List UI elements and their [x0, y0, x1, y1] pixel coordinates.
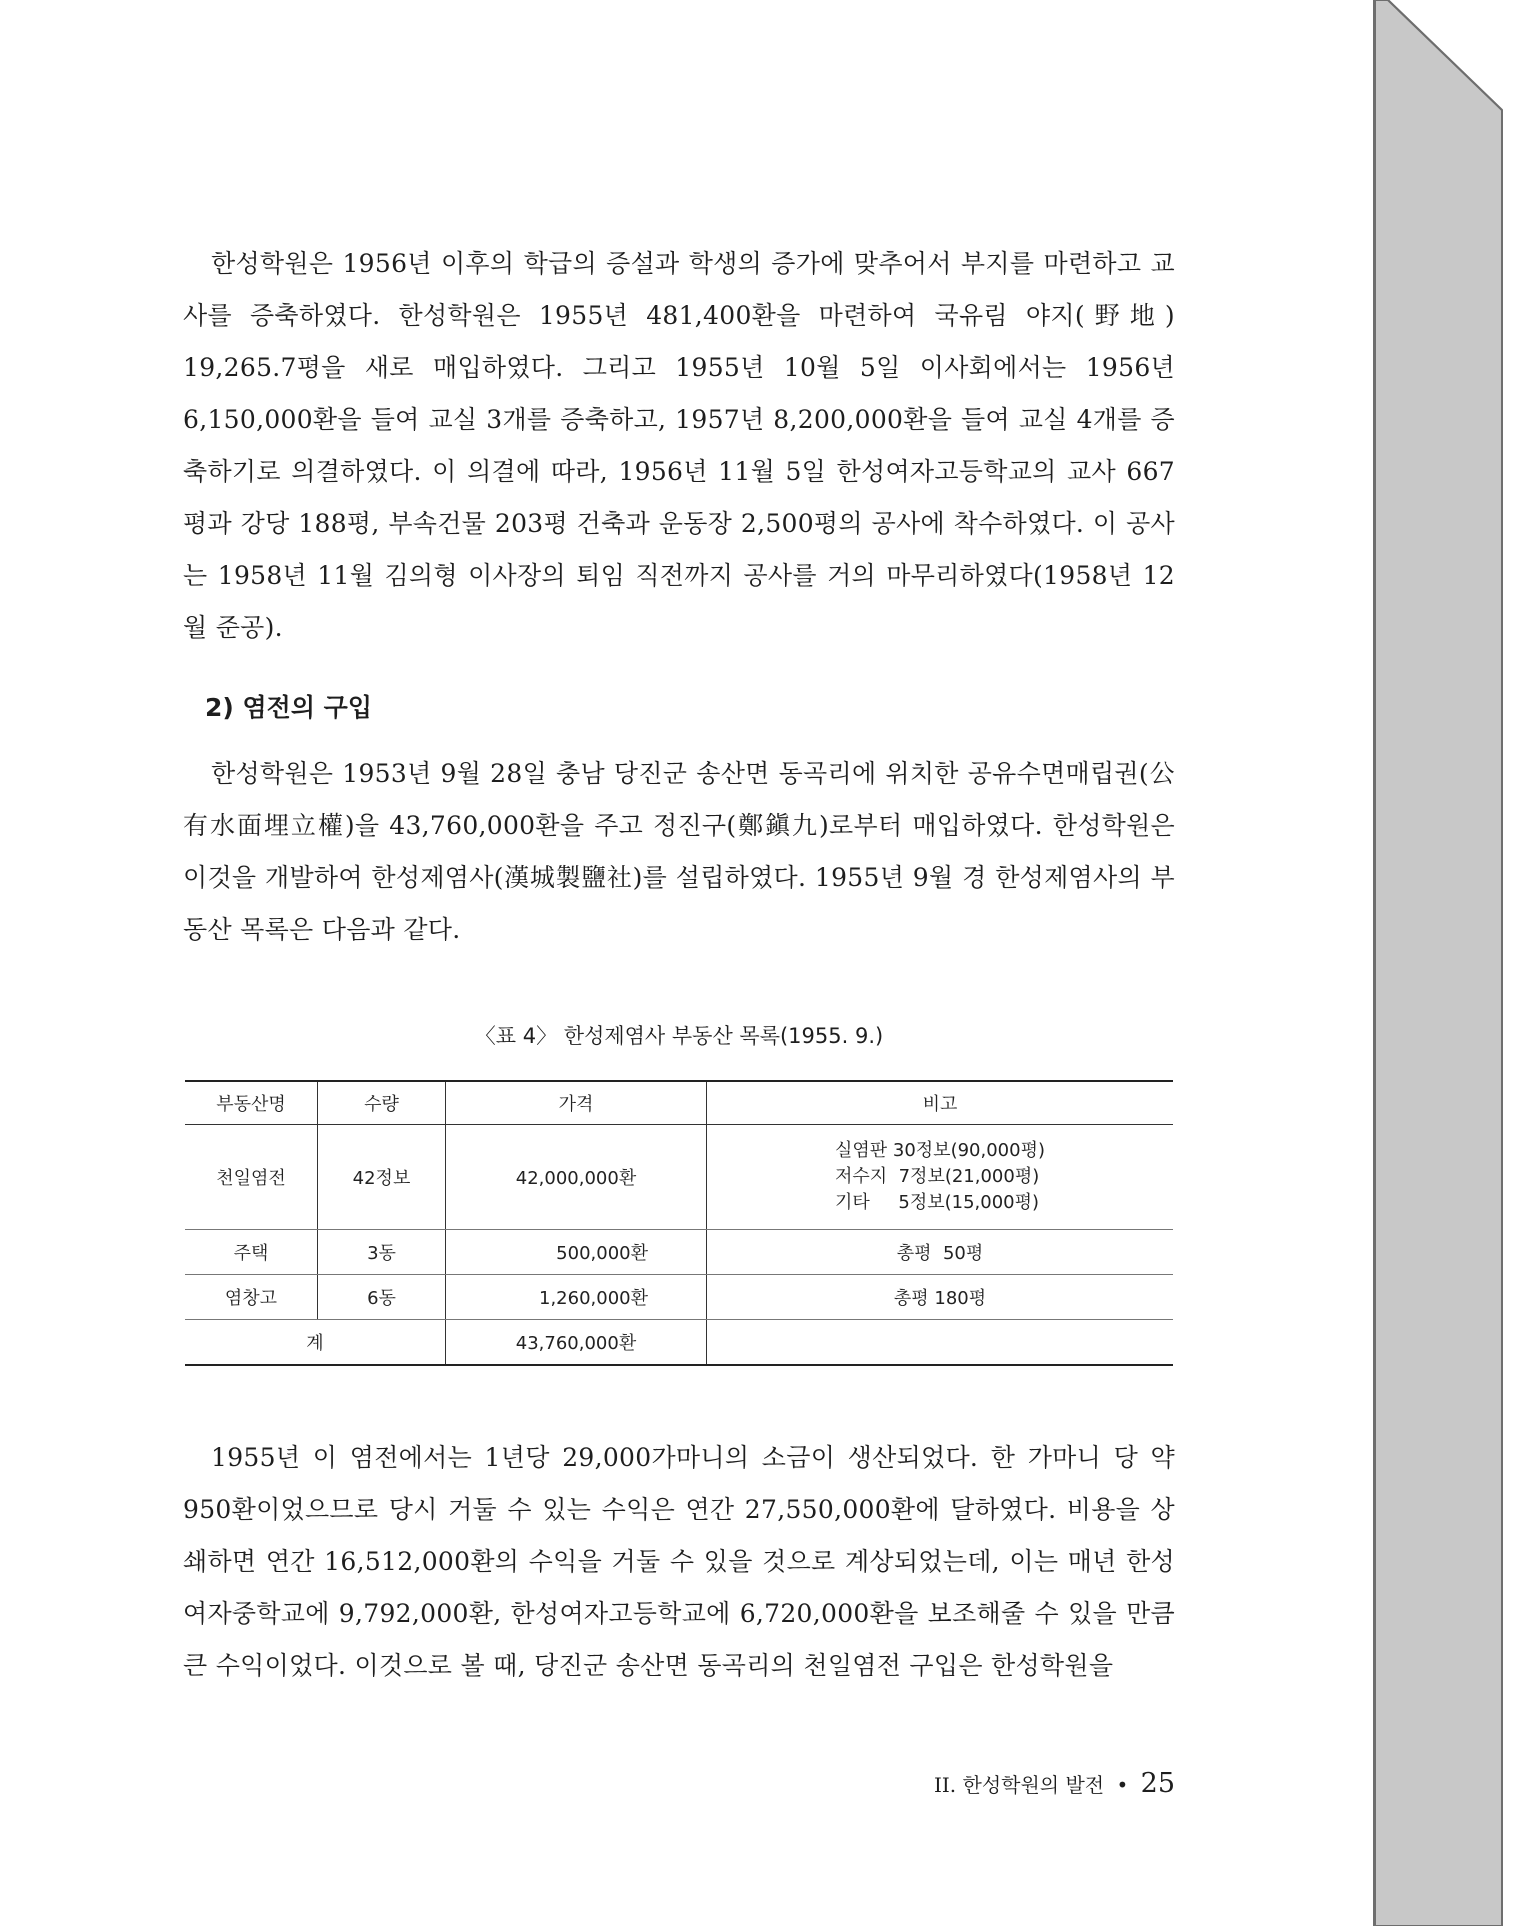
cell-note: 총평 50평 — [707, 1230, 1174, 1275]
header-notes: 비고 — [707, 1081, 1174, 1125]
note-line: 기타 5정보(15,000평) — [835, 1192, 1040, 1213]
total-label: 계 — [185, 1320, 446, 1366]
cell-quantity: 42정보 — [318, 1125, 446, 1230]
cell-name: 천일염전 — [185, 1125, 318, 1230]
table-header-row — [185, 1081, 1173, 1125]
cell-price: 1,260,000환 — [446, 1275, 707, 1320]
cell-quantity: 3동 — [318, 1230, 446, 1275]
cell-notes — [707, 1125, 1174, 1230]
cell-price: 42,000,000환 — [446, 1125, 707, 1230]
bullet-icon: • — [1116, 1773, 1129, 1797]
table-caption: 〈표 4〉 한성제염사 부동산 목록(1955. 9.) — [474, 1024, 884, 1048]
table-total-row — [185, 1320, 1173, 1366]
paragraph-school-expansion: 한성학원은 1956년 이후의 학급의 증설과 학생의 증가에 맞추어서 부지를 마련하고 교사를 증축하였다. 한성학원은 1955년 481,400환을 마련하여 국유림 야지(野地) 19,265.7평을 새로 매입하였다. 그리고 1955년 10월 5일 이사회에서는 1956년 6,150,000환을 들여 교실 3개를 증축하고, 1957년 8,200,000환을 들여 교실 4개를 증축하기로 의결하였다. 이 의결에 따라, 1956년 11월 5일 한성여자고등학교의 교사 667평과 강당 188평, 부속건물 203평 건축과 운동장 2,500평의 공사에 착수하였다. 이 공사는 1958년 11월 김의형 이사장의 퇴임 직전까지 공사를 거의 마무리하였다(1958년 12월 준공). — [183, 249, 1175, 642]
cell-note: 총평 180평 — [707, 1275, 1174, 1320]
table-row — [185, 1125, 1173, 1230]
header-price: 가격 — [446, 1081, 707, 1125]
page-number: 25 — [1140, 1768, 1175, 1799]
total-price: 43,760,000환 — [446, 1320, 707, 1366]
table-row — [185, 1230, 1173, 1275]
header-quantity: 수량 — [318, 1081, 446, 1125]
chapter-title: II. 한성학원의 발전 — [934, 1773, 1105, 1797]
cell-quantity: 6동 — [318, 1275, 446, 1320]
table-row — [185, 1275, 1173, 1320]
paragraph-salt-production: 1955년 이 염전에서는 1년당 29,000가마니의 소금이 생산되었다. 한 가마니 당 약 950환이었으므로 당시 거둘 수 있는 수익은 연간 27,550,000환에 달하였다. 비용을 상쇄하면 연간 16,512,000환의 수익을 거둘 수 있을 것으로 계상되었는데, 이는 매년 한성여자중학교에 9,792,000환, 한성여자고등학교에 6,720,000환을 보조해줄 수 있을 만큼 큰 수익이었다. 이것으로 볼 때, 당진군 송산면 동곡리의 천일염전 구입은 한성학원을 — [183, 1443, 1175, 1680]
cell-name: 주택 — [185, 1230, 318, 1275]
note-line: 저수지 7정보(21,000평) — [835, 1166, 1040, 1187]
real-estate-table — [185, 1080, 1173, 1366]
cell-price: 500,000환 — [446, 1230, 707, 1275]
total-note — [707, 1320, 1174, 1366]
section-heading: 2) 염전의 구입 — [205, 693, 372, 722]
page-footer — [900, 1768, 1175, 1799]
paragraph-salt-field-purchase: 한성학원은 1953년 9월 28일 충남 당진군 송산면 동곡리에 위치한 공유수면매립권(公有水面埋立權)을 43,760,000환을 주고 정진구(鄭鎭九)로부터 매입하였다. 한성학원은 이것을 개발하여 한성제염사(漢城製鹽社)를 설립하였다. 1955년 9월 경 한성제염사의 부동산 목록은 다음과 같다. — [183, 759, 1175, 944]
cell-name: 염창고 — [185, 1275, 318, 1320]
header-name: 부동산명 — [185, 1081, 318, 1125]
note-line: 실염판 30정보(90,000평) — [835, 1140, 1045, 1161]
